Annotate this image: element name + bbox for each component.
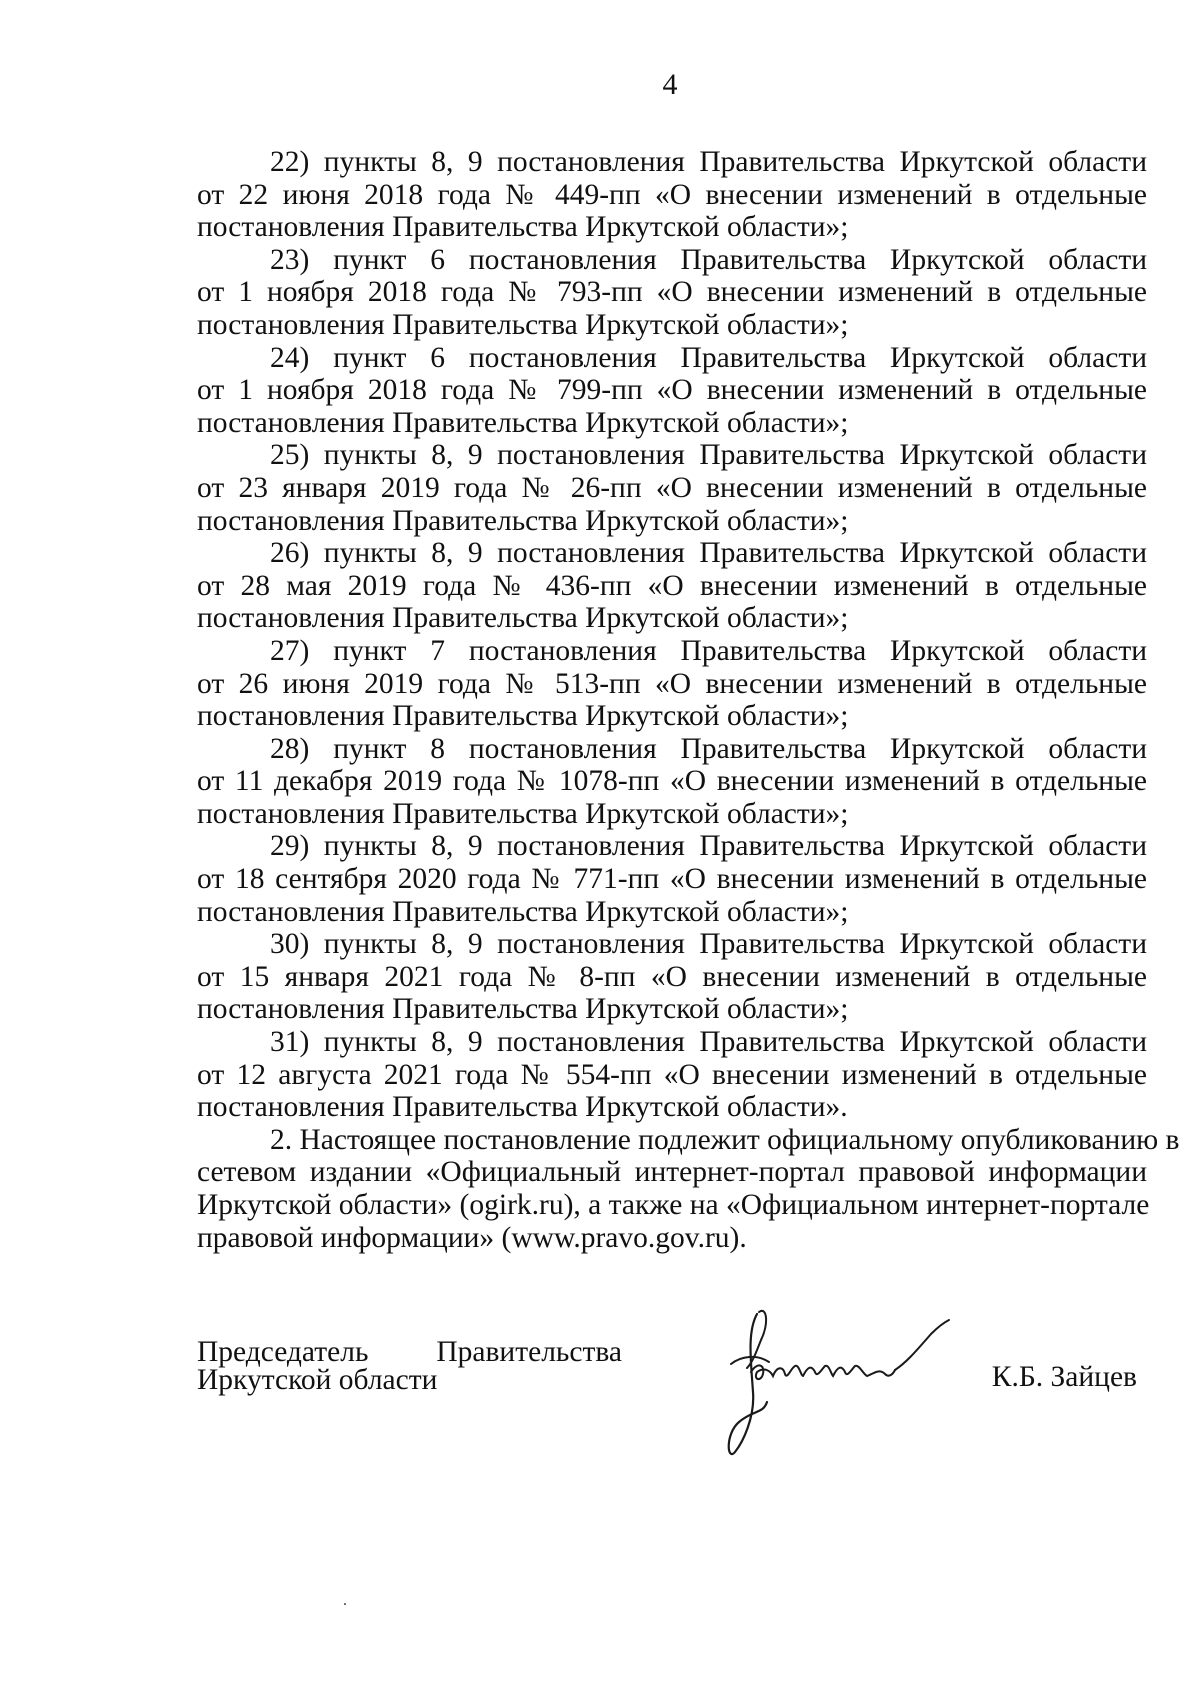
text-line: Иркутской области» (ogirk.ru), а также на «Официальном интернет-портале xyxy=(197,1189,1150,1221)
signer-position-line2: Иркутской области xyxy=(197,1364,438,1396)
text-line: 22) пункты 8, 9 постановления Правительства Иркутской области xyxy=(270,146,1147,178)
text-line: постановления Правительства Иркутской области»; xyxy=(197,406,849,439)
text-line: от 15 января 2021 года № 8-пп «О внесении изменений в отдельные xyxy=(197,960,1147,993)
footer-mark: . xyxy=(343,1592,347,1609)
text-line: постановления Правительства Иркутской области»; xyxy=(197,993,849,1026)
text-line: от 28 мая 2019 года № 436-пп «О внесении изменений в отдельные xyxy=(197,569,1147,602)
text-line: постановления Правительства Иркутской области»; xyxy=(197,797,849,830)
list-item xyxy=(197,439,1147,537)
text-line: постановления Правительства Иркутской области»; xyxy=(197,602,849,635)
list-item xyxy=(197,928,1147,1026)
text-line: 2. Настоящее постановление подлежит официальному опубликованию в xyxy=(270,1123,1180,1156)
text-line: от 1 ноября 2018 года № 799-пп «О внесении изменений в отдельные xyxy=(197,374,1147,407)
signature-block xyxy=(197,1330,1147,1490)
text-line: 26) пункты 8, 9 постановления Правительства Иркутской области xyxy=(270,537,1147,570)
text-line: от 23 января 2019 года № 26-пп «О внесении изменений в отдельные xyxy=(197,471,1147,504)
handwritten-signature xyxy=(717,1302,957,1472)
list-item xyxy=(197,146,1147,244)
list-item xyxy=(197,830,1147,928)
signer-position xyxy=(197,1336,622,1396)
list-item xyxy=(197,342,1147,440)
text-line: 24) пункт 6 постановления Правительства Иркутской области xyxy=(270,341,1147,374)
page-number: 4 xyxy=(662,68,678,101)
text-line: постановления Правительства Иркутской области»; xyxy=(197,895,849,928)
text-line: 27) пункт 7 постановления Правительства Иркутской области xyxy=(270,634,1147,667)
text-line: 25) пункты 8, 9 постановления Правительства Иркутской области xyxy=(270,439,1147,472)
text-line: от 26 июня 2019 года № 513-пп «О внесении изменений в отдельные xyxy=(197,667,1147,700)
text-line: постановления Правительства Иркутской области»; xyxy=(197,211,849,244)
text-line: от 1 ноября 2018 года № 793-пп «О внесении изменений в отдельные xyxy=(197,276,1147,309)
text-line: постановления Правительства Иркутской области». xyxy=(197,1091,848,1124)
text-line: правовой информации» (www.pravo.gov.ru). xyxy=(197,1221,747,1254)
list-item xyxy=(197,537,1147,635)
list-item xyxy=(197,733,1147,831)
items-list xyxy=(197,146,1180,1254)
text-line: 23) пункт 6 постановления Правительства Иркутской области xyxy=(270,243,1147,276)
text-line: постановления Правительства Иркутской области»; xyxy=(197,700,849,733)
list-item xyxy=(197,1026,1147,1124)
text-line: 31) пункты 8, 9 постановления Правительства Иркутской области xyxy=(270,1026,1147,1059)
signer-position-line1 xyxy=(197,1338,622,1366)
text-line: 30) пункты 8, 9 постановления Правительства Иркутской области xyxy=(270,928,1147,961)
text-line: от 18 сентября 2020 года № 771-пп «О внесении изменений в отдельные xyxy=(197,863,1147,896)
text-line: постановления Правительства Иркутской области»; xyxy=(197,308,849,341)
text-line: постановления Правительства Иркутской области»; xyxy=(197,504,849,537)
text-line: сетевом издании «Официальный интернет-портал правовой информации xyxy=(197,1156,1147,1189)
document-body xyxy=(197,146,1180,1254)
text-line: 28) пункт 8 постановления Правительства Иркутской области xyxy=(270,732,1147,765)
text-line: от 12 августа 2021 года № 554-пп «О внесении изменений в отдельные xyxy=(197,1058,1147,1091)
signer-position-word1: Председатель xyxy=(197,1336,369,1368)
text-line: от 22 июня 2018 года № 449-пп «О внесении изменений в отдельные xyxy=(197,178,1147,211)
list-item xyxy=(197,635,1147,733)
list-item xyxy=(197,244,1147,342)
signer-position-word2: Правительства xyxy=(436,1336,622,1368)
text-line: от 11 декабря 2019 года № 1078-пп «О внесении изменений в отдельные xyxy=(197,765,1147,798)
list-item xyxy=(197,1123,1180,1254)
text-line: 29) пункты 8, 9 постановления Правительства Иркутской области xyxy=(270,830,1147,863)
signer-name: К.Б. Зайцев xyxy=(991,1361,1137,1393)
